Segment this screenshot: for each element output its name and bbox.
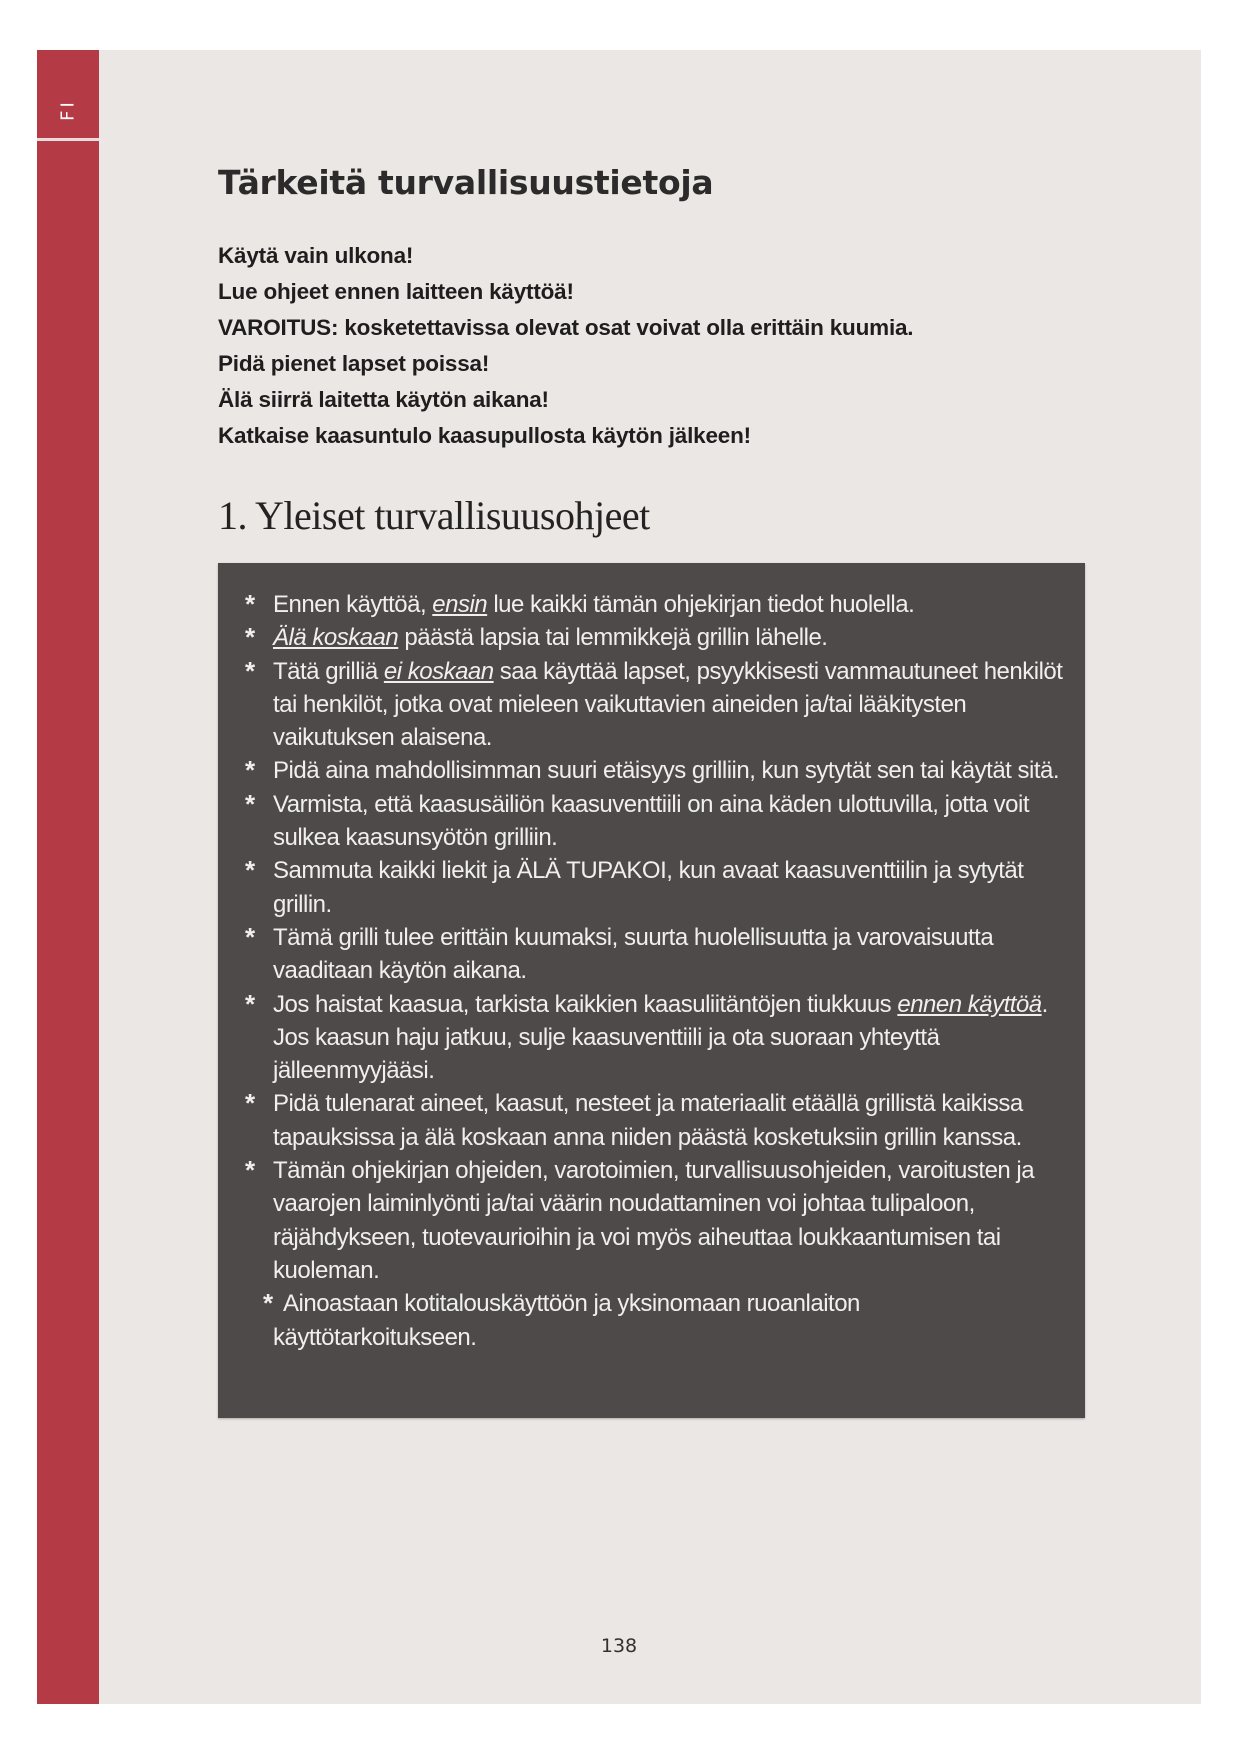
safety-rule: * Tämän ohjekirjan ohjeiden, varotoimien, turvallisuusohjeiden, varoitusten ja vaarojen laiminlyönti ja/tai väärin noudattaminen voi johtaa tulipaloon, räjähdykseen, tuotevaurioihin ja voi myös aiheuttaa loukkaantumisen tai kuoleman. xyxy=(245,1155,1035,1284)
emphasis-text: Älä koskaan xyxy=(273,624,399,652)
language-tab xyxy=(37,50,99,141)
emphasis-text: ei koskaan xyxy=(383,657,494,685)
safety-rule: * Tätä grilliä ei koskaan saa käyttää lapset, psyykkisesti vammautuneet henkilöt tai henkilöt, jotka ovat mieleen vaikuttavien aineiden ja/tai lääkitysten vaikutuksen alaisena. xyxy=(245,655,1063,752)
document-page xyxy=(37,50,1201,1704)
bullet-star-icon: * xyxy=(245,1155,255,1186)
bullet-star-icon: * xyxy=(263,1288,273,1319)
warning-list xyxy=(218,238,913,454)
warning-item: Katkaise kaasuntulo kaasupullosta käytön jälkeen! xyxy=(218,423,751,448)
safety-rule: * Varmista, että kaasusäiliön kaasuventtiili on aina käden ulottuvilla, jotta voit sulkea kaasunsyötön grilliin. xyxy=(245,788,1029,852)
safety-rule: * Jos haistat kaasua, tarkista kaikkien kaasuliitäntöjen tiukkuus ennen käyttöä. Jos kaasun haju jatkuu, sulje kaasuventtiili ja ota suoraan yhteyttä jälleenmyyjääsi. xyxy=(245,988,1048,1085)
bullet-star-icon: * xyxy=(245,655,255,686)
bullet-star-icon: * xyxy=(245,988,255,1019)
bullet-star-icon: * xyxy=(245,1088,255,1119)
language-sidebar xyxy=(37,50,99,1704)
safety-rule: * Ainoastaan kotitalouskäyttöön ja yksinomaan ruoanlaiton käyttötarkoitukseen. xyxy=(263,1288,860,1351)
safety-rule: * Älä koskaan päästä lapsia tai lemmikkejä grillin lähelle. xyxy=(245,621,1065,654)
safety-rules-list xyxy=(245,588,1065,1354)
bullet-star-icon: * xyxy=(245,921,255,952)
bullet-star-icon: * xyxy=(245,589,255,619)
bullet-star-icon: * xyxy=(245,855,255,886)
safety-rule: * Pidä tulenarat aineet, kaasut, nesteet ja materiaalit etäällä grillistä kaikissa tapauksissa ja älä koskaan anna niiden päästä kosketuksiin grillin kanssa. xyxy=(245,1088,1023,1151)
bullet-star-icon: * xyxy=(245,788,255,819)
warning-item: Käytä vain ulkona! xyxy=(218,243,414,268)
language-label: FI xyxy=(57,99,79,121)
safety-rule: * Pidä aina mahdollisimman suuri etäisyys grilliin, kun sytytät sen tai käytät sitä. xyxy=(245,754,1065,787)
section-title: 1. Yleiset turvallisuusohjeet xyxy=(218,493,650,538)
safety-rule: * Sammuta kaikki liekit ja ÄLÄ TUPAKOI, kun avaat kaasuventtiilin ja sytytät grillin. xyxy=(245,855,1024,918)
warning-item: Pidä pienet lapset poissa! xyxy=(218,351,490,376)
warning-item: Älä siirrä laitetta käytön aikana! xyxy=(218,387,549,412)
warning-item: Lue ohjeet ennen laitteen käyttöä! xyxy=(218,279,574,304)
emphasis-text: ensin xyxy=(432,591,488,618)
safety-rules-box xyxy=(218,563,1085,1418)
page-number: 138 xyxy=(600,1635,638,1657)
page-title: Tärkeitä turvallisuustietoja xyxy=(218,163,714,202)
emphasis-text: ennen käyttöä xyxy=(897,990,1042,1018)
warning-item: VAROITUS: kosketettavissa olevat osat voivat olla erittäin kuumia. xyxy=(218,315,914,340)
bullet-star-icon: * xyxy=(245,622,255,653)
bullet-star-icon: * xyxy=(245,755,255,786)
safety-rule: * Ennen käyttöä, ensin lue kaikki tämän ohjekirjan tiedot huolella. xyxy=(245,588,1065,621)
safety-rule: * Tämä grilli tulee erittäin kuumaksi, suurta huolellisuutta ja varovaisuutta vaaditaan käytön aikana. xyxy=(245,921,994,985)
